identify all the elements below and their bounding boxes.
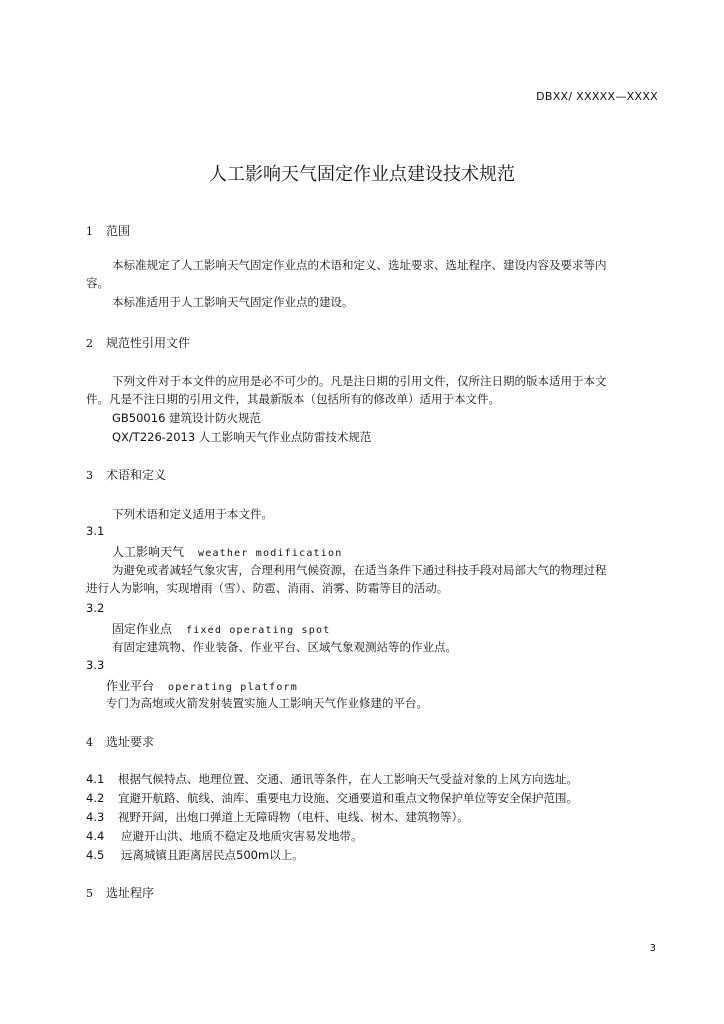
page-number: 3 <box>649 943 656 954</box>
definition-line: 有固定建筑物、作业装备、作业平台、区域气象观测站等的作业点。 <box>112 640 457 654</box>
section-2-heading <box>86 334 190 351</box>
term-chinese: 人工影响天气 <box>112 545 185 559</box>
paragraph-line: 件。凡是不注日期的引用文件，其最新版本（包括所有的修改单）适用于本文件。 <box>86 392 500 406</box>
section-number: 3 <box>86 469 93 482</box>
section-3-heading <box>86 466 166 483</box>
item-text: 根据气候特点、地理位置、交通、通讯等条件，在人工影响天气受益对象的上风方向选址。 <box>118 772 578 786</box>
standard-code: DBXX/ XXXXX—XXXX <box>536 90 658 103</box>
term-chinese: 作业平台 <box>106 679 155 693</box>
requirement-item <box>86 789 578 807</box>
document-title: 人工影响天气固定作业点建设技术规范 <box>209 164 515 185</box>
item-text: 宜避开航路、航线、油库、重要电力设施、交通要道和重点文物保护单位等安全保护范围。 <box>118 791 578 805</box>
item-text: 应避开山洪、地质不稳定及地质灾害易发地带。 <box>121 829 363 843</box>
item-number: 4.2 <box>86 791 105 805</box>
section-number: 5 <box>86 887 93 900</box>
paragraph-line: 下列文件对于本文件的应用是必不可少的。凡是注日期的引用文件，仅所注日期的版本适用于本文 <box>112 374 607 388</box>
section-number: 1 <box>86 225 93 238</box>
section-number: 2 <box>86 337 93 350</box>
term-entry <box>112 543 342 560</box>
section-title: 范围 <box>106 224 131 238</box>
term-entry <box>112 620 330 637</box>
term-english: operating platform <box>168 682 298 693</box>
item-text: 远离城镇且距离居民点500m以上。 <box>121 848 304 862</box>
clause-number: 3.1 <box>86 524 105 538</box>
term-english: fixed operating spot <box>186 625 331 636</box>
requirement-item <box>86 808 469 826</box>
clause-number: 3.3 <box>86 658 105 672</box>
item-number: 4.4 <box>86 829 105 843</box>
definition-line: 为避免或者减轻气象灾害，合理利用气候资源，在适当条件下通过科技手段对局部大气的物理过程 <box>112 563 607 577</box>
paragraph-line: 本标准规定了人工影响天气固定作业点的术语和定义、选址要求、选址程序、建设内容及要求等内 <box>112 258 607 272</box>
requirement-item <box>86 770 578 788</box>
paragraph-line: 下列术语和定义适用于本文件。 <box>112 507 273 521</box>
section-title: 术语和定义 <box>106 468 167 482</box>
section-1-heading <box>86 222 130 239</box>
item-number: 4.5 <box>86 848 105 862</box>
term-entry <box>106 677 298 694</box>
item-number: 4.3 <box>86 810 105 824</box>
section-title: 选址要求 <box>106 735 155 749</box>
requirement-item <box>86 827 363 845</box>
term-chinese: 固定作业点 <box>112 622 173 636</box>
term-english: weather modification <box>198 548 343 559</box>
section-title: 规范性引用文件 <box>106 336 191 350</box>
section-number: 4 <box>86 736 93 749</box>
section-title: 选址程序 <box>106 886 155 900</box>
requirement-item <box>86 846 304 864</box>
normative-reference: QX/T226-2013 人工影响天气作业点防雷技术规范 <box>112 430 372 444</box>
paragraph-line: 容。 <box>86 276 109 290</box>
item-number: 4.1 <box>86 772 105 786</box>
normative-reference: GB50016 建筑设计防火规范 <box>112 411 262 425</box>
clause-number: 3.2 <box>86 601 105 615</box>
section-4-heading <box>86 733 154 750</box>
section-5-heading <box>86 884 154 901</box>
paragraph-line: 本标准适用于人工影响天气固定作业点的建设。 <box>112 295 354 309</box>
item-text: 视野开阔，出炮口弹道上无障碍物（电杆、电线、树木、建筑物等）。 <box>118 810 469 824</box>
definition-line: 进行人为影响，实现增雨（雪）、防雹、消雨、消雾、防霜等目的活动。 <box>86 581 449 595</box>
definition-line: 专门为高炮或火箭发射装置实施人工影响天气作业修建的平台。 <box>106 696 428 710</box>
